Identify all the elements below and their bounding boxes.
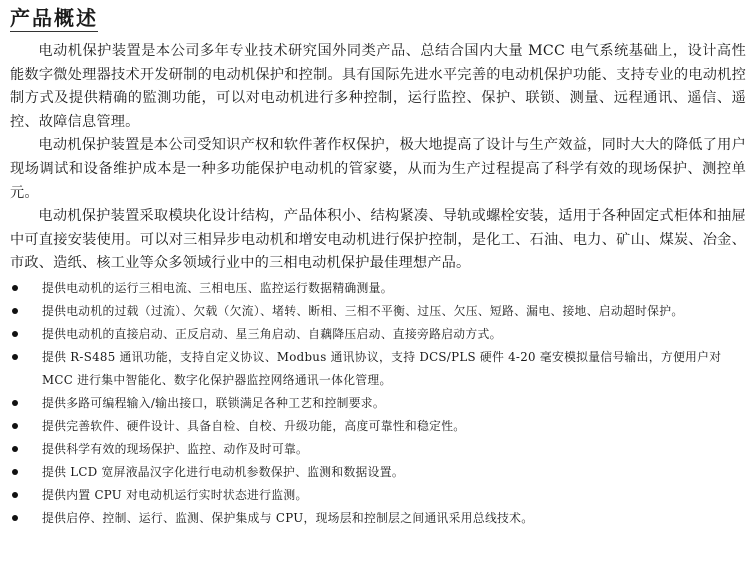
list-item-text: 提供启停、控制、运行、监测、保护集成与 CPU，现场层和控制层之间通讯采用总线技术。 — [42, 511, 534, 526]
bullet-icon — [12, 515, 18, 521]
bullet-icon — [12, 308, 18, 314]
bullet-icon — [12, 446, 18, 452]
list-item-text: 提供多路可编程输入/输出接口，联锁满足各种工艺和控制要求。 — [42, 395, 385, 410]
list-item-text: 提供电动机的运行三相电流、三相电压、监控运行数据精确测量。 — [42, 280, 393, 295]
list-item-text: 提供内置 CPU 对电动机运行实时状态进行监测。 — [42, 488, 308, 503]
list-item — [10, 461, 746, 484]
list-item — [10, 484, 746, 507]
document — [10, 6, 746, 530]
list-item — [10, 300, 746, 323]
page-title: 产品概述 — [10, 6, 98, 30]
list-item — [10, 277, 746, 300]
list-item-text: 提供 LCD 宽屏液晶汉字化进行电动机参数保护、监测和数据设置。 — [42, 465, 404, 480]
list-item — [10, 323, 746, 346]
list-item — [10, 346, 746, 391]
title-underline — [10, 6, 98, 32]
paragraph-design: 电动机保护装置采取模块化设计结构，产品体积小、结构紧凑、导轨或螺栓安装，适用于各种固定式柜体和抽屉中可直接安装使用。可以对三相异步电动机和增安电动机进行保护控制，是化工、石油、电力、矿山、煤炭、冶金、市政、造纸、核工业等众多领域行业中的三相电动机保护最佳理想产品。 — [10, 208, 746, 272]
feature-list — [10, 277, 746, 530]
bullet-icon — [12, 469, 18, 475]
bullet-icon — [12, 354, 18, 360]
list-item — [10, 392, 746, 415]
paragraph-ip: 电动机保护装置是本公司受知识产权和软件著作权保护，极大地提高了设计与生产效益，同时大大的降低了用户现场调试和设备维护成本是一种多功能保护电动机的管家婆，从而为生产过程提高了科学有效的现场保护、测控单元。 — [10, 137, 746, 201]
bullet-icon — [12, 331, 18, 337]
list-item-text: 提供电动机的过载（过流）、欠载（欠流）、堵转、断相、三相不平衡、过压、欠压、短路、漏电、接地、启动超时保护。 — [42, 304, 684, 319]
list-item — [10, 415, 746, 438]
bullet-icon — [12, 423, 18, 429]
list-item-text: 提供科学有效的现场保护、监控、动作及时可靠。 — [42, 442, 309, 456]
list-item — [10, 507, 746, 530]
paragraph-intro: 电动机保护装置是本公司多年专业技术研究国外同类产品、总结合国内大量 MCC 电气系统基础上，设计高性能数字微处理器技术开发研制的电动机保护和控制。具有国际先进水平完善的电动机保护功能、支持专业的电动机控制方式及提供精确的監測功能，可以对电动机进行多种控制，运行监控、保护、联锁、测量、远程通讯、遥信、遥控、故障信息管理。 — [10, 43, 746, 130]
list-item — [10, 438, 746, 461]
list-item-text: 提供电动机的直接启动、正反启动、星三角启动、自藕降压启动、直接旁路启动方式。 — [42, 327, 502, 342]
bullet-icon — [12, 492, 18, 498]
list-item-text: 提供完善软件、硬件设计、具备自检、自校、升级功能，高度可靠性和稳定性。 — [42, 418, 466, 433]
list-item-text: 提供 R-S485 通讯功能，支持自定义协议、Modbus 通讯协议，支持 DCS/PLS 硬件 4-20 毫安模拟量信号输出，方便用户对 MCC 进行集中智能化、数字化保护器监控网络通讯一体化管理。 — [42, 350, 722, 387]
bullet-icon — [12, 400, 18, 406]
bullet-icon — [12, 285, 18, 291]
